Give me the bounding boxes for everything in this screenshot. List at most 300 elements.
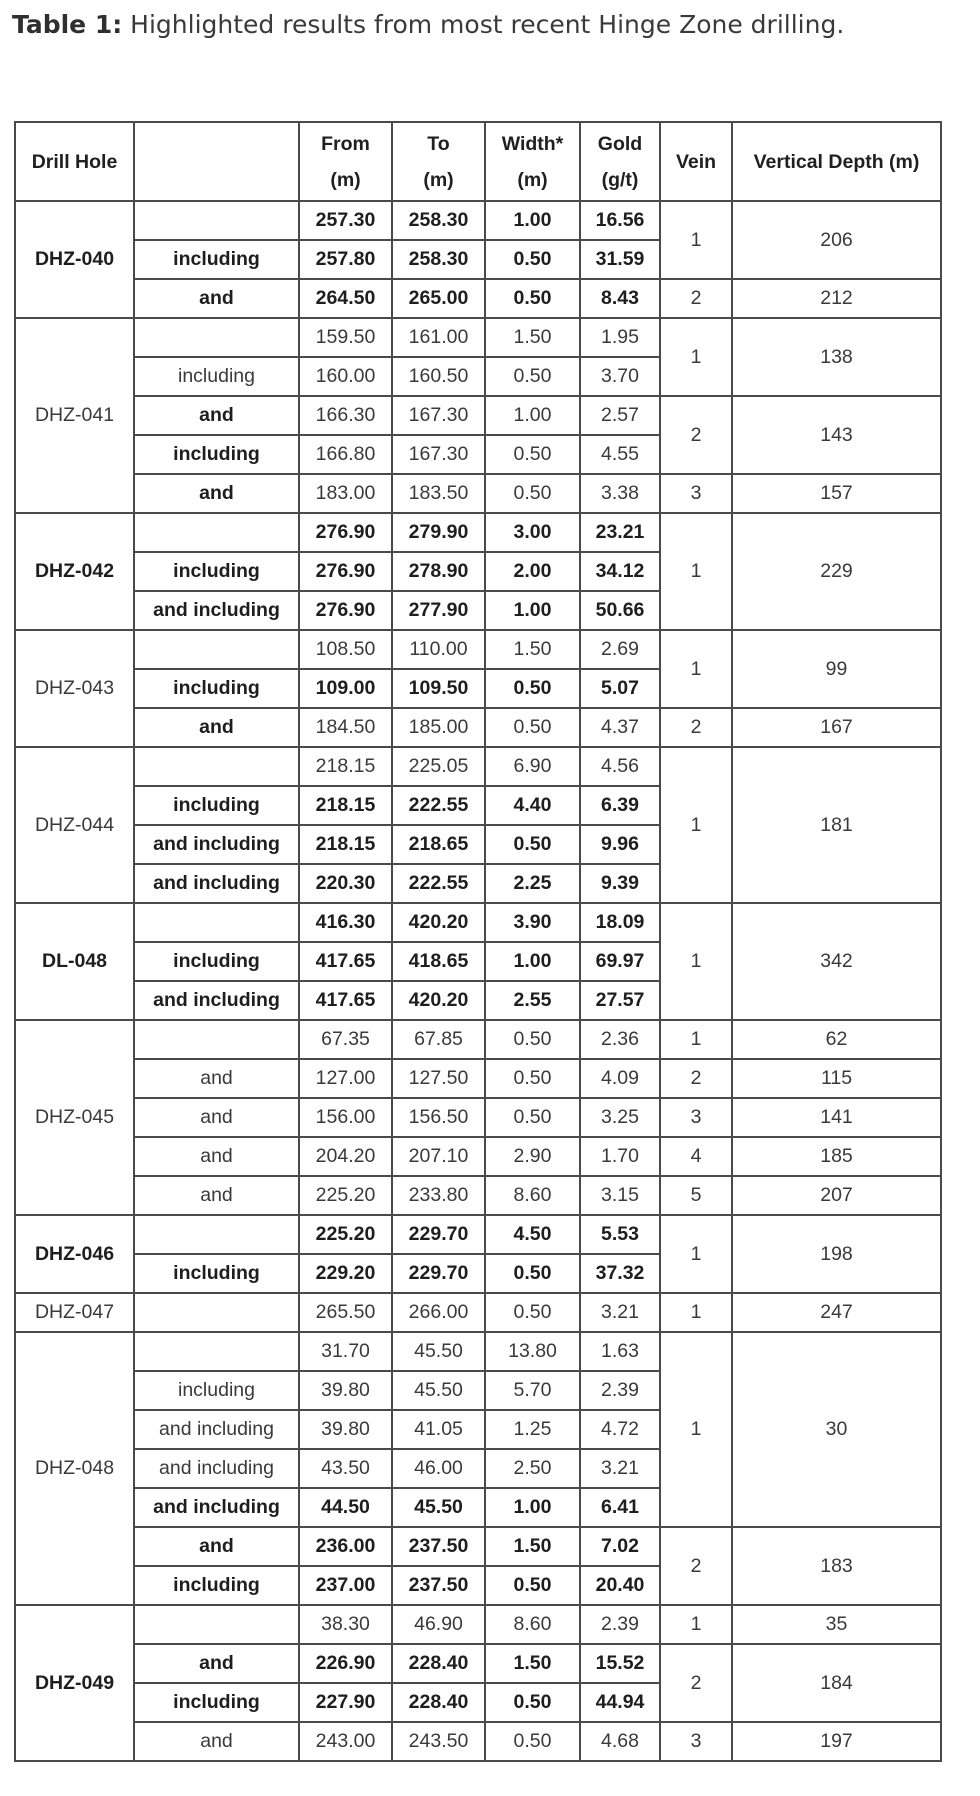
vein-cell: 1 (660, 318, 732, 396)
qualifier-cell: and including (134, 1488, 299, 1527)
table-row (15, 1332, 941, 1371)
vertical-depth-cell: 185 (732, 1137, 941, 1176)
from-cell: 265.50 (299, 1293, 392, 1332)
to-cell: 258.30 (392, 201, 485, 240)
width-cell: 1.00 (485, 396, 580, 435)
width-cell: 0.50 (485, 708, 580, 747)
from-cell: 39.80 (299, 1371, 392, 1410)
qualifier-cell (134, 1293, 299, 1332)
header-to-unit: (m) (423, 168, 454, 191)
header-width-unit: (m) (517, 168, 548, 191)
vein-cell: 1 (660, 1332, 732, 1527)
width-cell: 0.50 (485, 474, 580, 513)
drill-hole-cell: DHZ-045 (15, 1020, 134, 1215)
gold-cell: 31.59 (580, 240, 660, 279)
vertical-depth-cell: 229 (732, 513, 941, 630)
from-cell: 227.90 (299, 1683, 392, 1722)
table-row (15, 474, 941, 513)
from-cell: 225.20 (299, 1215, 392, 1254)
width-cell: 1.00 (485, 591, 580, 630)
vein-cell: 2 (660, 279, 732, 318)
from-cell: 184.50 (299, 708, 392, 747)
from-cell: 159.50 (299, 318, 392, 357)
gold-cell: 3.21 (580, 1293, 660, 1332)
width-cell: 2.55 (485, 981, 580, 1020)
qualifier-cell: and (134, 1137, 299, 1176)
header-from (299, 122, 392, 201)
gold-cell: 5.53 (580, 1215, 660, 1254)
vertical-depth-cell: 138 (732, 318, 941, 396)
drill-hole-cell: DHZ-046 (15, 1215, 134, 1293)
to-cell: 207.10 (392, 1137, 485, 1176)
to-cell: 229.70 (392, 1254, 485, 1293)
to-cell: 127.50 (392, 1059, 485, 1098)
gold-cell: 2.39 (580, 1371, 660, 1410)
to-cell: 237.50 (392, 1566, 485, 1605)
header-vertical-depth: Vertical Depth (m) (732, 122, 941, 201)
vertical-depth-cell: 212 (732, 279, 941, 318)
qualifier-cell: including (134, 669, 299, 708)
to-cell: 161.00 (392, 318, 485, 357)
vertical-depth-cell: 62 (732, 1020, 941, 1059)
drill-hole-cell: DHZ-042 (15, 513, 134, 630)
width-cell: 1.50 (485, 1527, 580, 1566)
from-cell: 417.65 (299, 942, 392, 981)
qualifier-cell: and (134, 1722, 299, 1761)
gold-cell: 8.43 (580, 279, 660, 318)
to-cell: 233.80 (392, 1176, 485, 1215)
vertical-depth-cell: 342 (732, 903, 941, 1020)
vein-cell: 2 (660, 1644, 732, 1722)
from-cell: 243.00 (299, 1722, 392, 1761)
table-row (15, 279, 941, 318)
to-cell: 237.50 (392, 1527, 485, 1566)
to-cell: 277.90 (392, 591, 485, 630)
vertical-depth-cell: 30 (732, 1332, 941, 1527)
vein-cell: 1 (660, 1293, 732, 1332)
from-cell: 257.30 (299, 201, 392, 240)
width-cell: 5.70 (485, 1371, 580, 1410)
width-cell: 0.50 (485, 435, 580, 474)
from-cell: 67.35 (299, 1020, 392, 1059)
vertical-depth-cell: 207 (732, 1176, 941, 1215)
header-from-label: From (321, 132, 370, 155)
header-gold (580, 122, 660, 201)
vertical-depth-cell: 206 (732, 201, 941, 279)
gold-cell: 4.09 (580, 1059, 660, 1098)
table-caption (12, 10, 844, 39)
vein-cell: 2 (660, 396, 732, 474)
gold-cell: 1.95 (580, 318, 660, 357)
vertical-depth-cell: 181 (732, 747, 941, 903)
qualifier-cell: and (134, 1059, 299, 1098)
from-cell: 127.00 (299, 1059, 392, 1098)
vein-cell: 3 (660, 1722, 732, 1761)
to-cell: 183.50 (392, 474, 485, 513)
header-qualifier (134, 122, 299, 201)
table-row (15, 903, 941, 942)
from-cell: 108.50 (299, 630, 392, 669)
to-cell: 45.50 (392, 1371, 485, 1410)
qualifier-cell (134, 318, 299, 357)
vein-cell: 2 (660, 708, 732, 747)
qualifier-cell: and (134, 1527, 299, 1566)
from-cell: 218.15 (299, 825, 392, 864)
vein-cell: 1 (660, 513, 732, 630)
width-cell: 13.80 (485, 1332, 580, 1371)
gold-cell: 50.66 (580, 591, 660, 630)
drill-hole-cell: DHZ-044 (15, 747, 134, 903)
qualifier-cell (134, 903, 299, 942)
to-cell: 418.65 (392, 942, 485, 981)
gold-cell: 4.56 (580, 747, 660, 786)
gold-cell: 3.38 (580, 474, 660, 513)
qualifier-cell (134, 1605, 299, 1644)
qualifier-cell: including (134, 1566, 299, 1605)
width-cell: 0.50 (485, 279, 580, 318)
to-cell: 228.40 (392, 1644, 485, 1683)
width-cell: 0.50 (485, 1566, 580, 1605)
width-cell: 0.50 (485, 1254, 580, 1293)
width-cell: 1.25 (485, 1410, 580, 1449)
gold-cell: 2.57 (580, 396, 660, 435)
table-row (15, 630, 941, 669)
to-cell: 279.90 (392, 513, 485, 552)
caption-label: Table 1: (12, 10, 123, 39)
width-cell: 0.50 (485, 357, 580, 396)
from-cell: 166.30 (299, 396, 392, 435)
gold-cell: 5.07 (580, 669, 660, 708)
to-cell: 160.50 (392, 357, 485, 396)
to-cell: 228.40 (392, 1683, 485, 1722)
header-row (15, 122, 941, 201)
table-header (15, 122, 941, 201)
from-cell: 220.30 (299, 864, 392, 903)
to-cell: 278.90 (392, 552, 485, 591)
qualifier-cell: and including (134, 825, 299, 864)
vertical-depth-cell: 198 (732, 1215, 941, 1293)
gold-cell: 3.15 (580, 1176, 660, 1215)
width-cell: 0.50 (485, 1683, 580, 1722)
qualifier-cell: and including (134, 864, 299, 903)
gold-cell: 4.68 (580, 1722, 660, 1761)
table-row (15, 1059, 941, 1098)
to-cell: 167.30 (392, 435, 485, 474)
gold-cell: 7.02 (580, 1527, 660, 1566)
table-row (15, 318, 941, 357)
from-cell: 276.90 (299, 513, 392, 552)
width-cell: 1.50 (485, 630, 580, 669)
qualifier-cell: and including (134, 591, 299, 630)
gold-cell: 2.36 (580, 1020, 660, 1059)
table-row (15, 1215, 941, 1254)
gold-cell: 2.39 (580, 1605, 660, 1644)
vein-cell: 5 (660, 1176, 732, 1215)
to-cell: 229.70 (392, 1215, 485, 1254)
from-cell: 218.15 (299, 747, 392, 786)
qualifier-cell (134, 1020, 299, 1059)
header-width (485, 122, 580, 201)
qualifier-cell: and including (134, 1449, 299, 1488)
width-cell: 6.90 (485, 747, 580, 786)
qualifier-cell: including (134, 1254, 299, 1293)
gold-cell: 4.55 (580, 435, 660, 474)
gold-cell: 6.39 (580, 786, 660, 825)
from-cell: 183.00 (299, 474, 392, 513)
vein-cell: 4 (660, 1137, 732, 1176)
width-cell: 4.50 (485, 1215, 580, 1254)
qualifier-cell: including (134, 1371, 299, 1410)
drill-hole-cell: DHZ-049 (15, 1605, 134, 1761)
qualifier-cell: including (134, 552, 299, 591)
vertical-depth-cell: 143 (732, 396, 941, 474)
vertical-depth-cell: 115 (732, 1059, 941, 1098)
to-cell: 156.50 (392, 1098, 485, 1137)
drill-hole-cell: DL-048 (15, 903, 134, 1020)
gold-cell: 27.57 (580, 981, 660, 1020)
table-row (15, 396, 941, 435)
from-cell: 236.00 (299, 1527, 392, 1566)
to-cell: 222.55 (392, 786, 485, 825)
table-row (15, 513, 941, 552)
to-cell: 218.65 (392, 825, 485, 864)
to-cell: 110.00 (392, 630, 485, 669)
from-cell: 225.20 (299, 1176, 392, 1215)
from-cell: 156.00 (299, 1098, 392, 1137)
vein-cell: 1 (660, 1020, 732, 1059)
gold-cell: 9.39 (580, 864, 660, 903)
qualifier-cell: including (134, 240, 299, 279)
table-row (15, 1644, 941, 1683)
width-cell: 2.25 (485, 864, 580, 903)
to-cell: 225.05 (392, 747, 485, 786)
table-row (15, 1098, 941, 1137)
vertical-depth-cell: 183 (732, 1527, 941, 1605)
vertical-depth-cell: 167 (732, 708, 941, 747)
from-cell: 160.00 (299, 357, 392, 396)
qualifier-cell (134, 513, 299, 552)
gold-cell: 69.97 (580, 942, 660, 981)
to-cell: 266.00 (392, 1293, 485, 1332)
qualifier-cell: including (134, 1683, 299, 1722)
from-cell: 204.20 (299, 1137, 392, 1176)
qualifier-cell: and (134, 474, 299, 513)
from-cell: 43.50 (299, 1449, 392, 1488)
qualifier-cell (134, 747, 299, 786)
vertical-depth-cell: 157 (732, 474, 941, 513)
gold-cell: 18.09 (580, 903, 660, 942)
width-cell: 2.00 (485, 552, 580, 591)
from-cell: 226.90 (299, 1644, 392, 1683)
width-cell: 4.40 (485, 786, 580, 825)
table-row (15, 1293, 941, 1332)
width-cell: 0.50 (485, 1098, 580, 1137)
to-cell: 109.50 (392, 669, 485, 708)
width-cell: 0.50 (485, 1293, 580, 1332)
drill-hole-cell: DHZ-043 (15, 630, 134, 747)
vein-cell: 2 (660, 1059, 732, 1098)
vein-cell: 3 (660, 474, 732, 513)
width-cell: 3.90 (485, 903, 580, 942)
table-row (15, 1722, 941, 1761)
qualifier-cell: and including (134, 1410, 299, 1449)
table-row (15, 201, 941, 240)
gold-cell: 3.21 (580, 1449, 660, 1488)
qualifier-cell: including (134, 942, 299, 981)
vein-cell: 1 (660, 747, 732, 903)
qualifier-cell: including (134, 435, 299, 474)
vertical-depth-cell: 247 (732, 1293, 941, 1332)
to-cell: 222.55 (392, 864, 485, 903)
gold-cell: 4.72 (580, 1410, 660, 1449)
gold-cell: 37.32 (580, 1254, 660, 1293)
gold-cell: 44.94 (580, 1683, 660, 1722)
qualifier-cell: and (134, 279, 299, 318)
width-cell: 0.50 (485, 1020, 580, 1059)
from-cell: 39.80 (299, 1410, 392, 1449)
header-drill-hole: Drill Hole (15, 122, 134, 201)
width-cell: 3.00 (485, 513, 580, 552)
qualifier-cell: including (134, 786, 299, 825)
header-gold-label: Gold (597, 132, 643, 155)
qualifier-cell: and (134, 1098, 299, 1137)
gold-cell: 1.70 (580, 1137, 660, 1176)
to-cell: 420.20 (392, 981, 485, 1020)
header-gold-unit: (g/t) (601, 168, 639, 191)
from-cell: 229.20 (299, 1254, 392, 1293)
vein-cell: 1 (660, 1605, 732, 1644)
vein-cell: 1 (660, 1215, 732, 1293)
gold-cell: 15.52 (580, 1644, 660, 1683)
to-cell: 45.50 (392, 1332, 485, 1371)
vertical-depth-cell: 35 (732, 1605, 941, 1644)
width-cell: 1.50 (485, 318, 580, 357)
qualifier-cell: including (134, 357, 299, 396)
header-from-unit: (m) (330, 168, 361, 191)
caption-text: Highlighted results from most recent Hinge Zone drilling. (122, 10, 845, 39)
to-cell: 258.30 (392, 240, 485, 279)
width-cell: 0.50 (485, 825, 580, 864)
from-cell: 166.80 (299, 435, 392, 474)
gold-cell: 2.69 (580, 630, 660, 669)
width-cell: 0.50 (485, 240, 580, 279)
qualifier-cell (134, 630, 299, 669)
table-body (15, 201, 941, 1761)
drill-hole-cell: DHZ-048 (15, 1332, 134, 1605)
drill-hole-cell: DHZ-040 (15, 201, 134, 318)
header-to (392, 122, 485, 201)
gold-cell: 9.96 (580, 825, 660, 864)
from-cell: 109.00 (299, 669, 392, 708)
to-cell: 45.50 (392, 1488, 485, 1527)
vertical-depth-cell: 197 (732, 1722, 941, 1761)
gold-cell: 1.63 (580, 1332, 660, 1371)
vertical-depth-cell: 141 (732, 1098, 941, 1137)
width-cell: 1.00 (485, 201, 580, 240)
table-row (15, 1176, 941, 1215)
width-cell: 0.50 (485, 669, 580, 708)
gold-cell: 3.70 (580, 357, 660, 396)
from-cell: 276.90 (299, 552, 392, 591)
table-row (15, 1020, 941, 1059)
vein-cell: 2 (660, 1527, 732, 1605)
qualifier-cell: and (134, 1176, 299, 1215)
vertical-depth-cell: 184 (732, 1644, 941, 1722)
gold-cell: 6.41 (580, 1488, 660, 1527)
qualifier-cell (134, 201, 299, 240)
gold-cell: 4.37 (580, 708, 660, 747)
qualifier-cell (134, 1215, 299, 1254)
qualifier-cell (134, 1332, 299, 1371)
from-cell: 31.70 (299, 1332, 392, 1371)
from-cell: 276.90 (299, 591, 392, 630)
vertical-depth-cell: 99 (732, 630, 941, 708)
width-cell: 2.90 (485, 1137, 580, 1176)
width-cell: 0.50 (485, 1722, 580, 1761)
vein-cell: 3 (660, 1098, 732, 1137)
drill-hole-cell: DHZ-047 (15, 1293, 134, 1332)
gold-cell: 16.56 (580, 201, 660, 240)
table-row (15, 747, 941, 786)
to-cell: 167.30 (392, 396, 485, 435)
vein-cell: 1 (660, 630, 732, 708)
from-cell: 416.30 (299, 903, 392, 942)
width-cell: 1.50 (485, 1644, 580, 1683)
to-cell: 41.05 (392, 1410, 485, 1449)
from-cell: 257.80 (299, 240, 392, 279)
qualifier-cell: and (134, 708, 299, 747)
gold-cell: 20.40 (580, 1566, 660, 1605)
drill-hole-cell: DHZ-041 (15, 318, 134, 513)
to-cell: 420.20 (392, 903, 485, 942)
gold-cell: 3.25 (580, 1098, 660, 1137)
to-cell: 243.50 (392, 1722, 485, 1761)
to-cell: 185.00 (392, 708, 485, 747)
header-to-label: To (427, 132, 450, 155)
width-cell: 0.50 (485, 1059, 580, 1098)
from-cell: 38.30 (299, 1605, 392, 1644)
to-cell: 46.90 (392, 1605, 485, 1644)
from-cell: 218.15 (299, 786, 392, 825)
drill-results-table (14, 121, 942, 1762)
width-cell: 1.00 (485, 942, 580, 981)
from-cell: 417.65 (299, 981, 392, 1020)
to-cell: 67.85 (392, 1020, 485, 1059)
table-row (15, 1527, 941, 1566)
qualifier-cell: and (134, 396, 299, 435)
width-cell: 8.60 (485, 1605, 580, 1644)
vein-cell: 1 (660, 201, 732, 279)
gold-cell: 34.12 (580, 552, 660, 591)
qualifier-cell: and including (134, 981, 299, 1020)
vein-cell: 1 (660, 903, 732, 1020)
width-cell: 2.50 (485, 1449, 580, 1488)
table-row (15, 1605, 941, 1644)
from-cell: 264.50 (299, 279, 392, 318)
qualifier-cell: and (134, 1644, 299, 1683)
from-cell: 44.50 (299, 1488, 392, 1527)
width-cell: 8.60 (485, 1176, 580, 1215)
to-cell: 265.00 (392, 279, 485, 318)
to-cell: 46.00 (392, 1449, 485, 1488)
table-row (15, 708, 941, 747)
header-width-label: Width* (501, 132, 564, 155)
width-cell: 1.00 (485, 1488, 580, 1527)
gold-cell: 23.21 (580, 513, 660, 552)
table-row (15, 1137, 941, 1176)
header-vein: Vein (660, 122, 732, 201)
from-cell: 237.00 (299, 1566, 392, 1605)
